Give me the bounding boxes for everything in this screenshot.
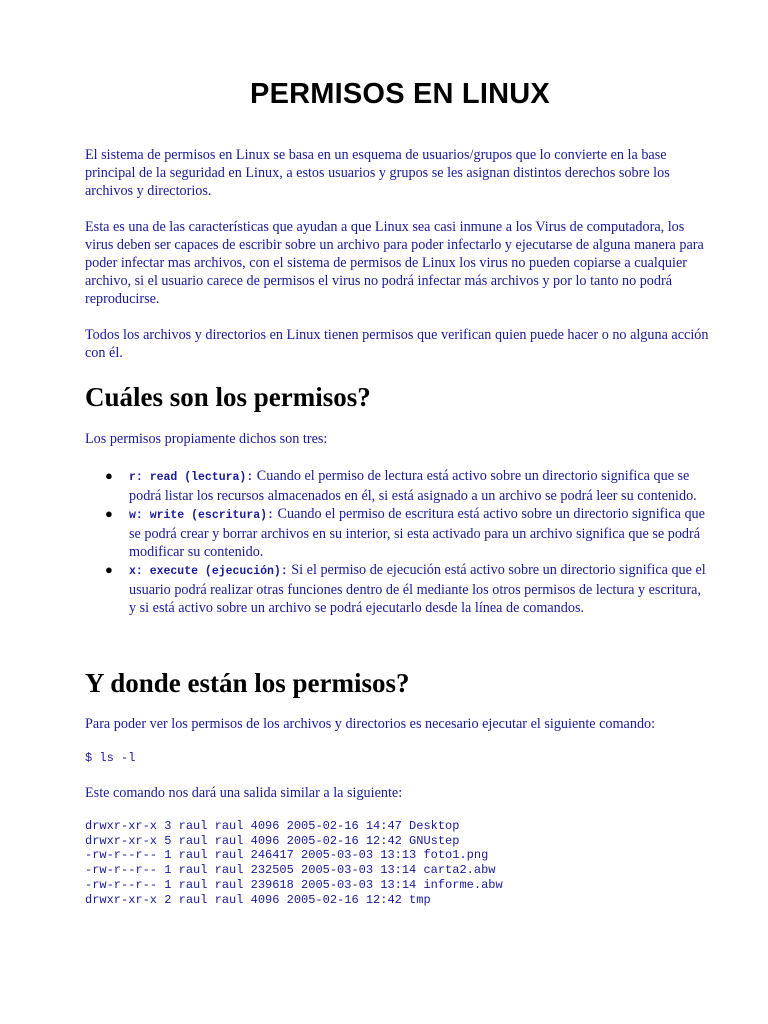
permission-description: Cuando el permiso de escritura está activo sobre un directorio significa que se podrá crear y borrar archivos en su interior, si esta activado para un archivo significa que se podrá modificar su contenido. [129, 506, 705, 560]
section-intro: Los permisos propiamente dichos son tres: [85, 431, 328, 447]
output-intro: Este comando nos dará una salida similar a la siguiente: [85, 785, 403, 801]
listing-row: drwxr-xr-x 5 raul raul 4096 2005-02-16 12:42 GNUstep [85, 833, 460, 848]
listing-row: -rw-r--r-- 1 raul raul 232505 2005-03-03 13:14 carta2.abw [85, 863, 496, 878]
intro-paragraph: El sistema de permisos en Linux se basa en un esquema de usuarios/grupos que lo convierte en la base principal de la seguridad en Linux, a estos usuarios y grupos se les asignan distintos derechos sobre los archivos y directorios. [85, 147, 670, 199]
permission-description: Si el permiso de ejecución está activo sobre un directorio significa que el usuario podrá realizar otras funciones dentro de él mediante los otros permisos de lectura y escritura, y si está activo sobre un archivo se podrá ejecutarlo desde la línea de comandos. [129, 562, 706, 616]
ls-output-listing [85, 819, 503, 907]
page-title: PERMISOS EN LINUX [250, 78, 550, 110]
bullet-icon: ● [105, 506, 113, 521]
listing-row: drwxr-xr-x 2 raul raul 4096 2005-02-16 12:42 tmp [85, 892, 431, 907]
intro-section [85, 146, 710, 380]
intro-paragraph: Todos los archivos y directorios en Linux tienen permisos que verifican quien puede hacer o no alguna acción con él. [85, 327, 709, 361]
section-intro: Para poder ver los permisos de los archivos y directorios es necesario ejecutar el siguiente comando: [85, 716, 656, 732]
permission-code: w: write (escritura): [129, 509, 274, 522]
permission-description: Cuando el permiso de lectura está activo sobre un directorio significa que se podrá listar los recursos almacenados en él, si está asignado a un archivo se podrá leer su contenido. [129, 468, 697, 504]
permission-code: r: read (lectura): [129, 471, 254, 484]
list-item [85, 467, 710, 505]
permissions-list [85, 467, 710, 617]
intro-paragraph: Esta es una de las características que ayudan a que Linux sea casi inmune a los Virus de computadora, los virus deben ser capaces de escribir sobre un archivo para poder infectarlo y ejecutarse de alguna manera para poder infectar mas archivos, con el sistema de permisos de Linux los virus no pueden copiarse a cualquier archivo, si el usuario carece de permisos el virus no podrá infectar más archivos y por lo tanto no podrá reproducirse. [85, 219, 704, 307]
section-heading-location: Y donde están los permisos? [85, 668, 410, 698]
list-item [85, 561, 710, 617]
listing-row: -rw-r--r-- 1 raul raul 246417 2005-03-03 13:13 foto1.png [85, 848, 489, 863]
list-item [85, 505, 710, 561]
listing-row: drwxr-xr-x 3 raul raul 4096 2005-02-16 14:47 Desktop [85, 819, 460, 833]
section-heading-permissions: Cuáles son los permisos? [85, 382, 371, 412]
bullet-icon: ● [105, 468, 113, 483]
listing-row: -rw-r--r-- 1 raul raul 239618 2005-03-03 13:14 informe.abw [85, 877, 503, 892]
permission-code: x: execute (ejecución): [129, 565, 288, 578]
bullet-icon: ● [105, 562, 113, 577]
command-line: $ ls -l [85, 751, 136, 765]
